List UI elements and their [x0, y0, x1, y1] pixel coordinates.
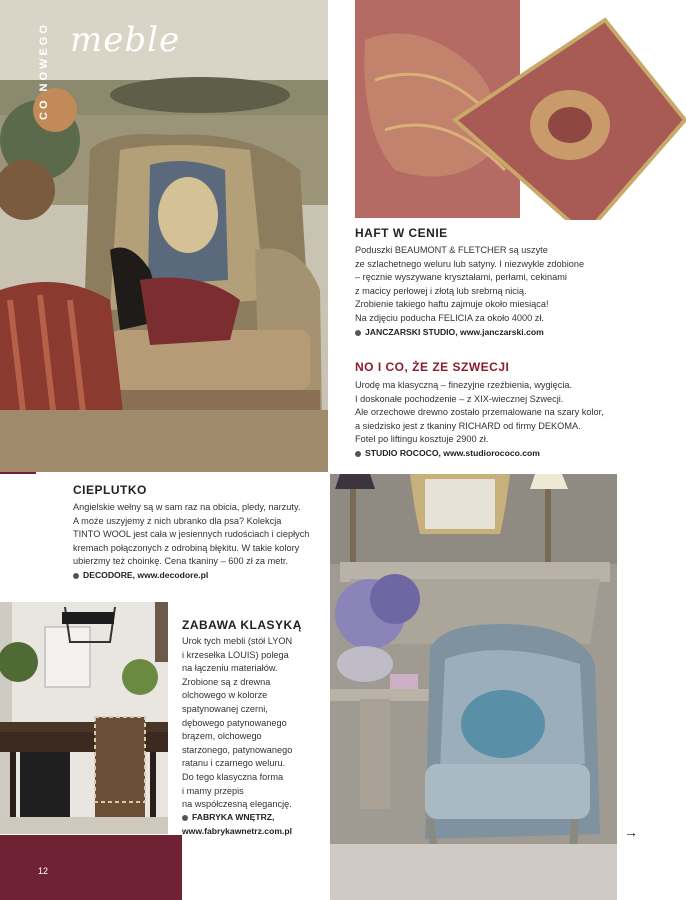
bullet-icon [355, 330, 361, 336]
cieplutko-line: A może uszyjemy z nich ubranko dla psa? Kolekcja [73, 515, 282, 526]
zabawa-line: dębowego patynowanego [182, 717, 287, 728]
haft-line: Na zdjęciu poducha FELICIA za około 4000 zł. [355, 312, 544, 323]
zabawa-line: i mamy przepis [182, 785, 244, 796]
cieplutko-credit [73, 570, 208, 580]
cieplutko-title: CIEPLUTKO [73, 483, 147, 497]
vertical-section-label: CO NOWEGO [38, 22, 50, 120]
bullet-icon [355, 451, 361, 457]
zabawa-line: Do tego klasyczna forma [182, 771, 284, 782]
page-number: 12 [38, 866, 49, 876]
footer-band [0, 835, 182, 900]
haft-line: – ręcznie wyszywane kryształami, perłami, cekinami [355, 272, 567, 283]
zabawa-title: ZABAWA KLASYKĄ [182, 618, 302, 632]
cieplutko-line: Angielskie wełny są w sam raz na obicia, pledy, narzuty. [73, 502, 301, 512]
szwecja-body [355, 379, 604, 447]
haft-line: ze szlachetnego weluru lub satyny. I niezwykle zdobione [355, 258, 585, 269]
cieplutko-line: ubierzmy też choinkę. Cena tkaniny – 600 zł za metr. [73, 556, 288, 567]
haft-body [355, 244, 584, 326]
zabawa-line: starzonego, patynowanego [182, 744, 293, 755]
haft-line: Zrobienie takiego haftu zajmuje około miesiąca! [355, 299, 549, 310]
szwecja-credit-text[interactable]: STUDIO ROCOCO, www.studiorococo.com [365, 448, 540, 458]
szwecja-line: Fotel po liftingu kosztuje 2900 zł. [355, 434, 489, 445]
bullet-icon [182, 815, 188, 821]
cieplutko-body [73, 501, 309, 569]
haft-line: z macicy perłowej i złotą lub srebrną nicią. [355, 285, 527, 296]
cieplutko-credit-text[interactable]: DECODORE, www.decodore.pl [83, 570, 209, 580]
szwecja-line: Urodę ma klasyczną – finezyjne rzeźbienia, wygięcia. [355, 380, 573, 390]
pillow-photo [355, 0, 686, 220]
zabawa-body [182, 635, 292, 812]
zabawa-line: Urok tych mebli (stół LYON [182, 636, 293, 646]
cieplutko-line: TINTO WOOL jest cała w jesiennych rudościach i ciepłych [73, 529, 310, 540]
section-badge-text: meble [70, 20, 181, 60]
zabawa-credit-url[interactable]: www.fabrykawnetrz.com.pl [182, 826, 292, 836]
cieplutko-line: kremach połączonych z odrobiną błękitu. W takie kolory [73, 542, 300, 553]
szwecja-credit [355, 448, 540, 458]
zabawa-line: ratanu i czarnego weluru. [182, 758, 286, 769]
swedish-armchair-photo [330, 474, 617, 900]
zabawa-credit-name: FABRYKA WNĘTRZ, [192, 812, 275, 822]
zabawa-line: Zrobione są z drewna [182, 676, 271, 687]
szwecja-title: NO I CO, ŻE ZE SZWECJI [355, 360, 510, 374]
szwecja-line: Ale orzechowe drewno zostało przemalowane na szary kolor, [355, 407, 604, 418]
zabawa-line: na łączeniu materiałów. [182, 663, 278, 674]
bullet-icon [73, 573, 79, 579]
next-page-arrow-icon: → [624, 824, 638, 840]
zabawa-line: olchowego w kolorze [182, 690, 268, 701]
zabawa-line: brązem, olchowego [182, 731, 262, 742]
dining-room-photo [0, 602, 168, 834]
zabawa-line: na współczesną elegancję. [182, 799, 292, 810]
szwecja-line: a siedzisko jest z tkaniny RICHARD od firmy DEKOMA. [355, 420, 581, 431]
haft-credit-text[interactable]: JANCZARSKI STUDIO, www.janczarski.com [365, 327, 544, 337]
haft-credit [355, 327, 544, 337]
haft-line: Poduszki BEAUMONT & FLETCHER są uszyte [355, 245, 548, 255]
szwecja-line: I doskonałe pochodzenie – z XIX-wiecznej Szwecji. [355, 393, 564, 404]
zabawa-line: i krzesełka LOUIS) polega [182, 649, 289, 660]
zabawa-line: spatynowanej czerni, [182, 703, 268, 714]
haft-title: HAFT W CENIE [355, 226, 448, 240]
zabawa-credit [182, 812, 274, 822]
